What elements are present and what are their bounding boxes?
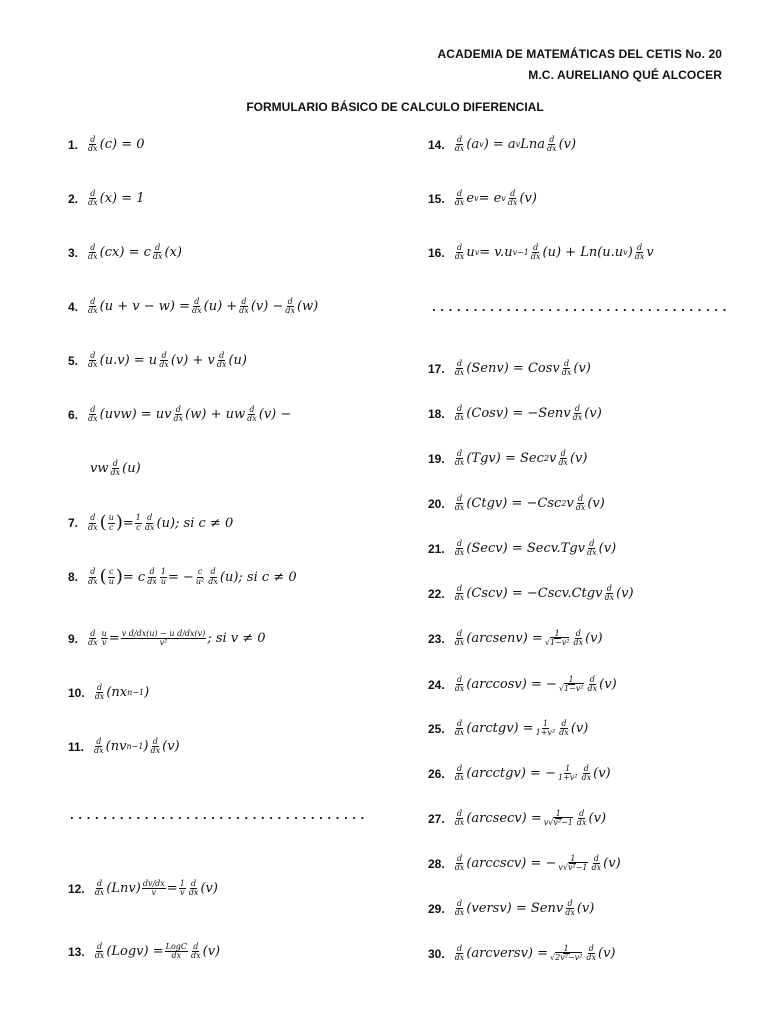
formula-number: 28. (428, 856, 445, 871)
formula-22: 22. d dx (Cscv) = −Cscv.Ctgv d dx (v) (428, 584, 634, 603)
formula-26: 26. d dx (arcctgv) = − 1 1+v² d dx (v) (428, 764, 611, 783)
separator-right: .................................... (430, 300, 729, 315)
formula-number: 12. (68, 881, 85, 896)
formula-number: 2. (68, 191, 79, 206)
formula-number: 20. (428, 496, 445, 511)
formula-21: 21. d dx (Secv) = Secv.Tgv d dx (v) (428, 539, 617, 558)
formula-29: 29. d dx (versv) = Senv d dx (v) (428, 899, 595, 918)
formula-9: 9. d dx u v = v d/dx(u) − u d/dx(v) v² ; si v ≠ 0 (68, 629, 266, 648)
formula-10: 10. d dx (nx n−1 ) (68, 683, 150, 702)
formula-number: 11. (68, 739, 85, 754)
separator-left: .................................... (68, 808, 367, 823)
formula-11: 11. d dx (nv n−1 ) d dx (v) (68, 737, 180, 756)
formula-6: 6. d dx (uvw) = uv d dx (w) + uw d dx (v) − (68, 405, 292, 424)
formula-2: 2. d dx (x) = 1 (68, 189, 145, 208)
formula-6-continued: vw d dx (u) (90, 459, 141, 478)
formula-5: 5. d dx (u.v) = u d dx (v) + v d dx (u) (68, 351, 247, 370)
formula-24: 24. d dx (arccosv) = − 1 √1−v² d dx (v) (428, 675, 617, 694)
formula-7: 7. d dx ( u c ) = 1 c d dx (u); si c ≠ 0 (68, 512, 234, 533)
header-author: M.C. AURELIANO QUÉ ALCOCER (528, 68, 722, 82)
formula-18: 18. d dx (Cosv) = −Senv d dx (v) (428, 404, 602, 423)
formula-number: 27. (428, 811, 445, 826)
formula-number: 5. (68, 353, 79, 368)
formula-number: 16. (428, 245, 445, 260)
formula-number: 23. (428, 631, 445, 646)
formula-30: 30. d dx (arcversv) = 1 √2v²−v² d dx (v) (428, 944, 616, 963)
formula-number: 7. (68, 516, 79, 530)
formula-number: 17. (428, 361, 445, 376)
formula-number: 30. (428, 946, 445, 961)
formula-number: 15. (428, 191, 445, 206)
formula-number: 9. (68, 631, 79, 646)
formula-number: 21. (428, 541, 445, 556)
formula-16: 16. d dx u v = v.u v−1 d dx (u) + Ln(u.u v ) d dx v (428, 243, 654, 262)
formula-25: 25. d dx (arctgv) = 1 1+v² d dx (v) (428, 719, 589, 738)
formula-number: 14. (428, 137, 445, 152)
formula-23: 23. d dx (arcsenv) = 1 √1−v² d dx (v) (428, 629, 603, 648)
page-title: FORMULARIO BÁSICO DE CALCULO DIFERENCIAL (246, 100, 544, 114)
formula-3: 3. d dx (cx) = c d dx (x) (68, 243, 182, 262)
formula-number: 19. (428, 451, 445, 466)
formula-12: 12. d dx (Lnv) dv/dx v = 1 v d dx (v) (68, 879, 218, 898)
formula-number: 26. (428, 766, 445, 781)
formula-number: 13. (68, 944, 85, 959)
formula-20: 20. d dx (Ctgv) = −Csc 2 v d dx (v) (428, 494, 605, 513)
formula-number: 4. (68, 299, 79, 314)
formula-number: 3. (68, 245, 79, 260)
formula-15: 15. d dx e v = e v d dx (v) (428, 189, 537, 208)
formula-number: 25. (428, 721, 445, 736)
formula-number: 1. (68, 137, 79, 152)
formula-13: 13. d dx (Logv) = LogC dx d dx (v) (68, 942, 221, 961)
formula-8: 8. d dx ( c u ) = c d dx 1 u = − c u² d dx (u); si c ≠ 0 (68, 566, 297, 587)
formula-14: 14. d dx (a v ) = a v Lna d dx (v) (428, 135, 577, 154)
formula-number: 18. (428, 406, 445, 421)
formula-19: 19. d dx (Tgv) = Sec 2 v d dx (v) (428, 449, 588, 468)
formula-17: 17. d dx (Senv) = Cosv d dx (v) (428, 359, 591, 378)
formula-4: 4. d dx (u + v − w) = d dx (u) + d dx (v) − d dx (w) (68, 297, 319, 316)
formula-number: 22. (428, 586, 445, 601)
formula-27: 27. d dx (arcsecv) = 1 v√v²−1 d dx (v) (428, 809, 607, 828)
formula-number: 6. (68, 407, 79, 422)
formula-number: 8. (68, 570, 79, 584)
formula-1: 1. d dx (c) = 0 (68, 135, 145, 154)
formula-number: 29. (428, 901, 445, 916)
formula-number: 10. (68, 685, 85, 700)
formula-28: 28. d dx (arccscv) = − 1 v√v²−1 d dx (v) (428, 854, 621, 873)
header-institution: ACADEMIA DE MATEMÁTICAS DEL CETIS No. 20 (437, 47, 722, 61)
formula-number: 24. (428, 677, 445, 692)
